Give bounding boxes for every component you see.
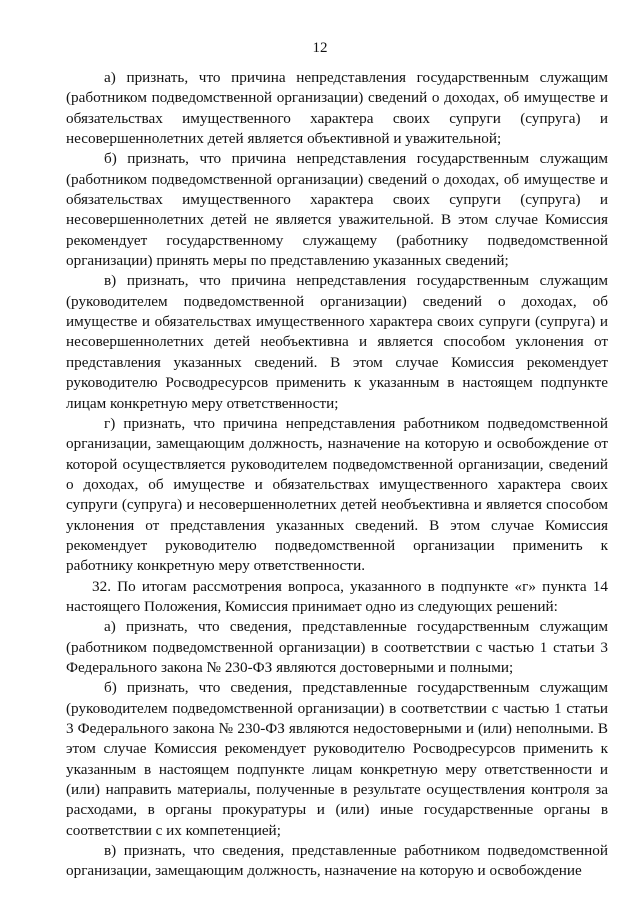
document-body bbox=[66, 68, 608, 882]
page-number: 12 bbox=[312, 40, 328, 56]
paragraph-32b: б) признать, что сведения, представленные государственным служащим (руководителем подведомственной организации) в соответствии с частью 1 статьи 3 Федерального закона № 230-ФЗ являются недостоверными и (или) неполными. В этом случае Комиссия рекомендует руководителю Росводресурсов применить к указанным в настоящем подпункте лицам конкретную меру ответственности и (или) направить материалы, полученные в результате осуществления контроля за расходами, в органы прокуратуры и (или) иные государственные органы в соответствии с их компетенцией; bbox=[66, 679, 608, 839]
paragraph-32a: а) признать, что сведения, представленные государственным служащим (работником подведомственной организации) в соответствии с частью 1 статьи 3 Федерального закона № 230-ФЗ являются достоверными и полными; bbox=[66, 618, 608, 676]
paragraph-31v: в) признать, что причина непредставления государственным служащим (руководителем подведомственной организации) сведений о доходах, об имуществе и обязательствах имущественного характера своих супруги (супруга) и несовершеннолетних детей необъективна и является способом уклонения от представления указанных сведений. В этом случае Комиссия рекомендует руководителю Росводресурсов применить к указанным в настоящем подпункте лицам конкретную меру ответственности; bbox=[66, 272, 608, 412]
paragraph-32-intro: 32. По итогам рассмотрения вопроса, указанного в подпункте «г» пункта 14 настоящего Положения, Комиссия принимает одно из следующих решений: bbox=[66, 577, 608, 615]
paragraph-31a: а) признать, что причина непредставления государственным служащим (работником подведомственной организации) сведений о доходах, об имуществе и обязательствах имущественного характера своих супруги (супруга) и несовершеннолетних детей является объективной и уважительной; bbox=[66, 69, 608, 148]
paragraph-31g: г) признать, что причина непредставления работником подведомственной организации, замещающим должность, назначение на которую и освобождение от которой осуществляется руководителем подведомственной организации, сведений о доходах, об имуществе и обязательствах имущественного характера своих супруги (супруга) и несовершеннолетних детей необъективна и является способом уклонения от представления указанных сведений. В этом случае Комиссия рекомендует руководителю подведомственной организации применить к работнику конкретную меру ответственности. bbox=[66, 414, 608, 575]
paragraph-31b: б) признать, что причина непредставления государственным служащим (работником подведомственной организации) сведений о доходах, об имуществе и обязательствах имущественного характера своих супруги (супруга) и несовершеннолетних детей не является уважительной. В этом случае Комиссия рекомендует государственному служащему (работнику подведомственной организации) принять меры по представлению указанных сведений; bbox=[66, 150, 608, 270]
paragraph-32v: в) признать, что сведения, представленные работником подведомственной организации, замещающим должность, назначение на которую и освобождение bbox=[66, 842, 608, 880]
